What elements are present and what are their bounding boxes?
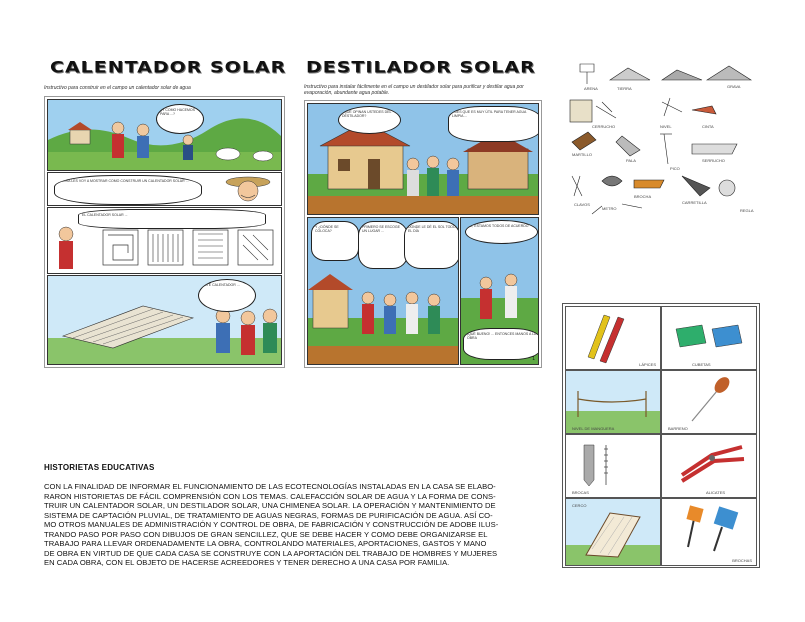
tool-label: REGLA [740,208,754,213]
comic-panel-collector: ESTE CALENTADOR ... [47,275,282,365]
trays-illustration [662,307,756,369]
article-heading: HISTORIETAS EDUCATIVAS [44,463,155,472]
grid-label-level: NIVEL DE MANGUERA [572,426,615,431]
grid-label-bits: BROCAS [572,490,589,495]
calentador-comic-page [44,96,285,368]
tools-sketch-sheet [562,56,758,216]
tool-label: PALA [626,158,636,163]
destilador-subtitle: Instructivo para instalar fácilmente en el campo un destilador solar para purificar y destilar agua por evaporación, abundante agua potable. [304,84,524,96]
brushes-illustration [662,499,756,565]
tool-label: SERRUCHO [702,158,725,163]
frame-illustration [566,499,660,565]
article-line: CON LA FINALIDAD DE INFORMAR EL FUNCIONAMIENTO DE LAS ECOTECNOLOGÍAS INSTALADAS EN LA CASA SE ELABO- [44,482,496,491]
article-line: EN CADA OBRA, CON EL OBJETO DE HACERSE ACREEDORES Y TENER DERECHO A UNA CASA POR FAMILIA. [44,558,450,567]
tool-label: CINTA [702,124,714,129]
article-line: DE OBRA EN VIRTUD DE QUE CADA CASA SE CONSTRUYE CON LA APORTACIÓN DEL TRABAJO DE HOMBRES Y MUJERES [44,548,498,558]
grid-cell-trays [661,306,757,370]
page-number: 1 [532,356,535,362]
comic-panel-house: ¿QUÉ OPINAN USTEDES DEL DESTILADOR? PUES QUE ES MUY ÚTIL PARA TENER AGUA LIMPIA ... [307,103,539,215]
article-line: TRUIR UN CALENTADOR SOLAR, UN DESTILADOR SOLAR, UNA CHIMENEA SOLAR. LA OPERACIÓN Y MANTENIMIENTO DE [44,501,496,510]
level-hose-illustration [566,371,660,433]
grid-cell-frame [565,498,661,566]
tool-label: CERRUCHO [592,124,616,129]
tool-label: ARENA [584,86,598,91]
comic-panel-discussion: Y ¿DÓNDE SE COLOCA? PRIMERO SE ESCOGE UN LUGAR ... DONDE LE DÉ EL SOL TODO EL DÍA [307,217,459,365]
tool-label: BROCHA [634,194,652,199]
comic-panel-village: ¿Y COMO HACEMOS PARA ...? [47,99,282,171]
pencils-illustration [566,307,660,369]
grid-cell-pliers [661,434,757,498]
grid-label-frame: CERCO [572,503,587,508]
tool-label: MARTILLO [572,152,592,157]
calentador-title: CALENTADOR SOLAR [50,58,287,77]
grid-cell-bits [565,434,661,498]
grid-cell-awl [661,370,757,434]
tool-label: CARRETILLA [682,200,707,205]
article-line: TRANDO PASO POR PASO CON DIBUJOS DE GRAN SENCILLEZ, QUE SE DEBE HACER Y COMO DEBE ORGANIZARSE EL [44,529,488,539]
tool-label: METRO [602,206,617,211]
tools-sketch-illustration [562,56,758,216]
destilador-title: DESTILADOR SOLAR [306,58,536,77]
tool-label: TIERRA [617,86,632,91]
grid-cell-brushes [661,498,757,566]
comic-panel-agreement: SÍ, ESTAMOS TODOS DE ACUERDO ¡QUÉ BUENO! ... ENTONCES MANOS A LA OBRA 1 [460,217,539,365]
farmer-face-illustration [223,174,273,204]
grid-label-pencils: LÁPICES [639,362,656,367]
calentador-subtitle: Instructivo para construir en el campo un calentador solar de agua [44,85,191,91]
grid-label-pliers: ALICATES [706,490,726,495]
pliers-illustration [662,435,756,497]
grid-label-awl: BARRENO [668,426,688,431]
calentador-diagrams-illustration [48,220,281,272]
tool-label: GRAVA [727,84,741,89]
tools-color-grid [562,303,760,568]
tool-label: CLAVOS [574,202,590,207]
grid-cell-pencils [565,306,661,370]
destilador-comic-page [304,100,542,368]
grid-label-trays: CUBETAS [692,362,711,367]
awl-illustration [662,371,756,433]
tool-label: NIVEL [660,124,672,129]
article-line: SISTEMA DE CAPTACIÓN PLUVIAL, DE TRATAMIENTO DE AGUAS NEGRAS, FORMAS DE PURIFICACIÓN DE AGUA. ASÍ CO- [44,510,493,520]
tool-label: PICO [670,166,680,171]
comic-panel-diagrams: EL CALENTADOR SOLAR ... [47,207,282,274]
grid-cell-level [565,370,661,434]
article-line: RARON HISTORIETAS DE FÁCIL COMPRENSIÓN CON LOS TEMAS. CALEFACCIÓN SOLAR DE AGUA Y LA FORMA DE CONS- [44,491,496,501]
article-line: TRABAJO PARA LLEVAR ORDENADAMENTE LA OBRA, CONTROLANDO MATERIALES, APORTACIONES, GASTOS Y MANO [44,539,487,548]
article-body [44,482,544,568]
article-line: MO OTROS MANUALES DE ADMINISTRACIÓN Y CONTROL DE OBRA, DE FABRICACIÓN Y CONSTRUCCIÓN DE ADOBE ILUS- [44,520,499,529]
comic-panel-explanation: AHORA LES VOY A MOSTRAR COMO CONSTRUIR UN CALENTADOR SOLAR ... [47,172,282,206]
grid-label-brushes: BROCHAS [732,558,752,563]
bits-illustration [566,435,660,497]
